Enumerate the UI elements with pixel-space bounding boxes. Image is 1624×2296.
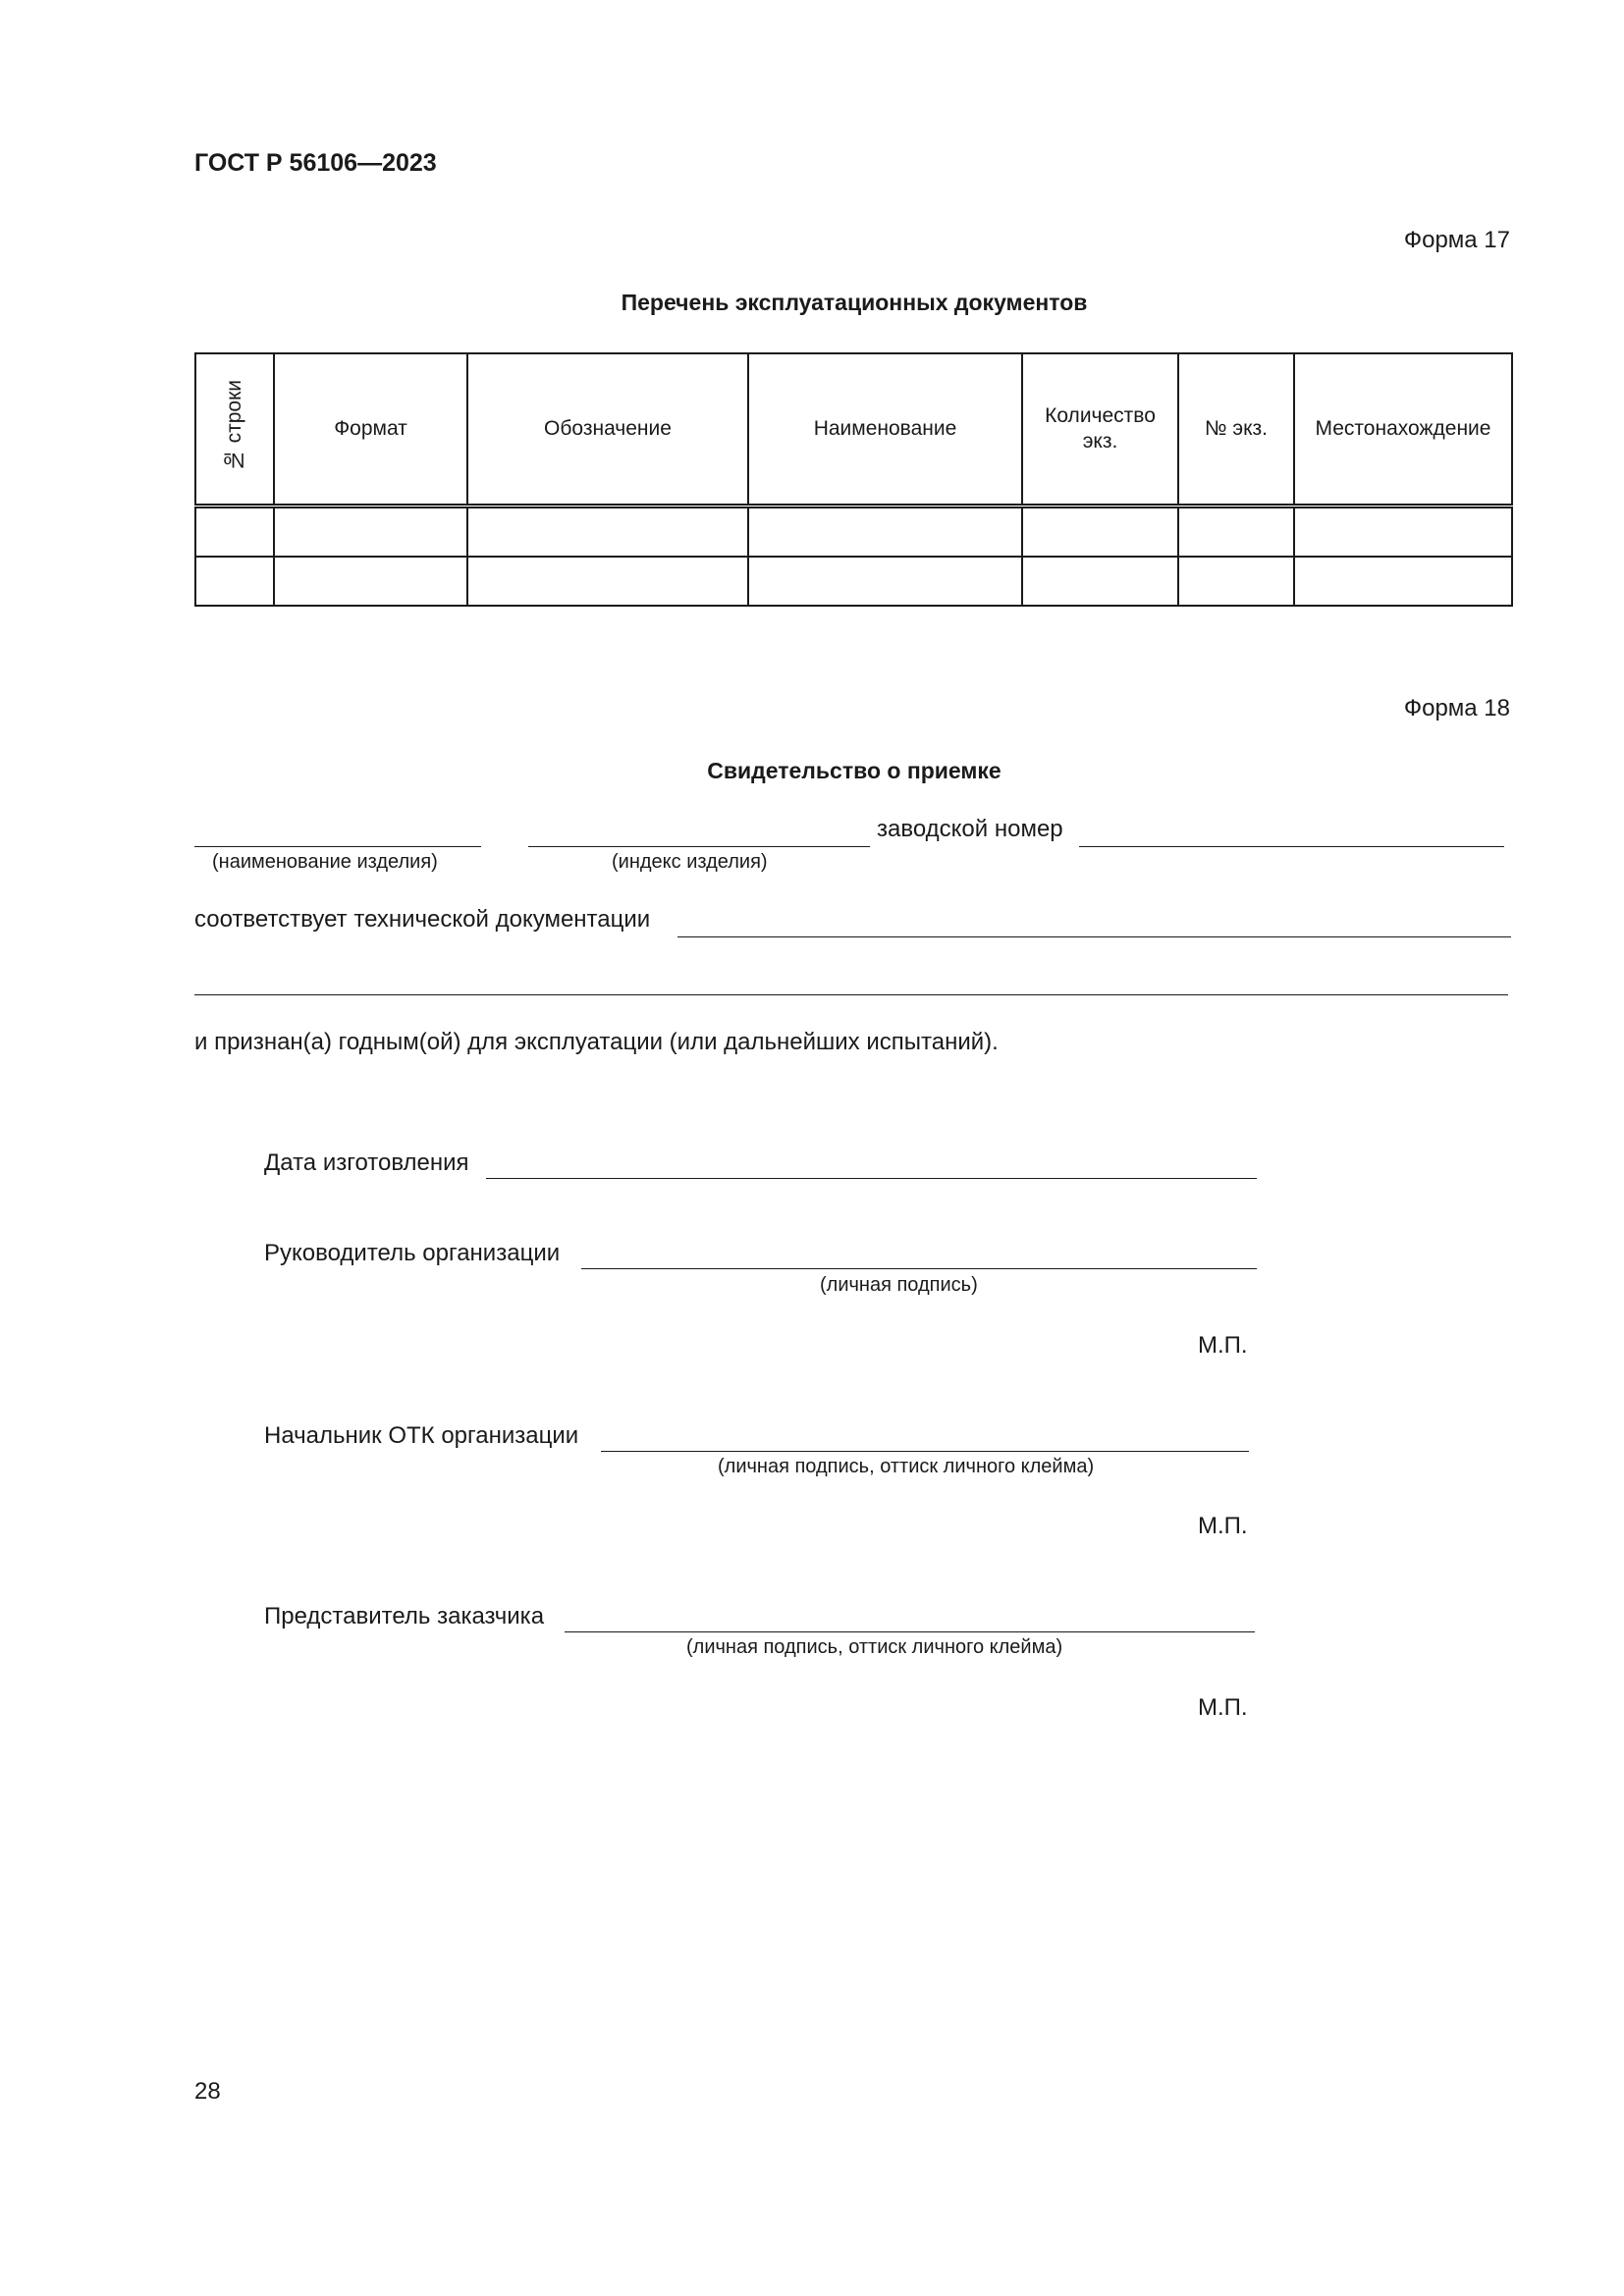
column-header-name: Наименование [748, 353, 1022, 507]
head-label: Руководитель организации [264, 1240, 561, 1266]
customer-signature-caption: (личная подпись, оттиск личного клейма) [686, 1636, 1063, 1658]
table-cell[interactable] [274, 557, 467, 606]
table-cell[interactable] [467, 557, 748, 606]
recognized-text: и признан(а) годным(ой) для эксплуатации (или дальнейших испытаний). [194, 1029, 999, 1055]
table-cell[interactable] [195, 507, 274, 558]
column-header-copy-number: № экз. [1178, 353, 1294, 507]
customer-signature-line[interactable] [565, 1631, 1255, 1632]
stamp-label: М.П. [1198, 1332, 1248, 1359]
stamp-label: М.П. [1198, 1694, 1248, 1721]
table-header-row [195, 353, 1512, 507]
form-17-title: Перечень эксплуатационных документов [621, 290, 1088, 315]
manufacture-date-line[interactable] [486, 1178, 1257, 1179]
table-cell[interactable] [1022, 557, 1178, 606]
table-cell[interactable] [467, 507, 748, 558]
serial-number-label: заводской номер [877, 816, 1063, 842]
form-18-label: Форма 18 [1403, 695, 1510, 721]
column-header-location: Местонахождение [1294, 353, 1512, 507]
tech-documentation-line[interactable] [677, 936, 1511, 937]
column-header-row-number: № строки [195, 353, 274, 507]
qc-signature-caption: (личная подпись, оттиск личного клейма) [718, 1456, 1095, 1477]
column-header-format: Формат [274, 353, 467, 507]
customer-label: Представитель заказчика [264, 1603, 545, 1629]
form-18-title: Свидетельство о приемке [707, 758, 1001, 783]
table-row [195, 557, 1512, 606]
table-row [195, 507, 1512, 558]
manufacture-date-label: Дата изготовления [264, 1149, 469, 1176]
product-name-line[interactable] [194, 846, 481, 847]
table-cell[interactable] [748, 507, 1022, 558]
table-cell[interactable] [274, 507, 467, 558]
qc-label: Начальник ОТК организации [264, 1422, 579, 1449]
documents-table [194, 352, 1513, 607]
qc-signature-line[interactable] [601, 1451, 1249, 1452]
column-header-designation: Обозначение [467, 353, 748, 507]
table-cell[interactable] [1178, 557, 1294, 606]
page-number: 28 [194, 2078, 221, 2105]
product-name-caption: (наименование изделия) [212, 851, 438, 873]
table-cell[interactable] [748, 557, 1022, 606]
table-cell[interactable] [1022, 507, 1178, 558]
standard-designation: ГОСТ Р 56106—2023 [194, 149, 437, 177]
table-cell[interactable] [1178, 507, 1294, 558]
table-cell[interactable] [1294, 557, 1512, 606]
stamp-label: М.П. [1198, 1513, 1248, 1539]
head-signature-line[interactable] [581, 1268, 1257, 1269]
column-header-quantity: Количество экз. [1022, 353, 1178, 507]
table-cell[interactable] [1294, 507, 1512, 558]
table-cell[interactable] [195, 557, 274, 606]
product-index-caption: (индекс изделия) [612, 851, 768, 873]
product-index-line[interactable] [528, 846, 870, 847]
form-17-label: Форма 17 [1403, 227, 1510, 253]
complies-text: соответствует технической документации [194, 906, 651, 933]
serial-number-line[interactable] [1079, 846, 1504, 847]
head-signature-caption: (личная подпись) [820, 1274, 978, 1296]
tech-documentation-line-2[interactable] [194, 994, 1508, 995]
